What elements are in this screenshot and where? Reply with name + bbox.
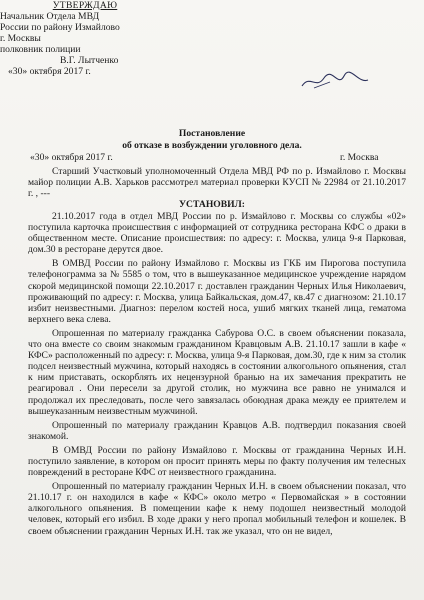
document-city: г. Москва bbox=[340, 152, 379, 163]
approval-line: Начальник Отдела МВД bbox=[0, 11, 100, 22]
intro-text: Старший Участковый уполномоченный Отдела МВД РФ по р. Измайлово г. Москвы майор полиции А.В. Харьков рассмотрел материал проверки КУСП № 22984 от 21.10.2017 г. , --- bbox=[28, 166, 406, 200]
document-title: Постановление bbox=[178, 128, 246, 139]
document-subtitle: об отказе в возбуждении уголовного дела. bbox=[122, 140, 302, 151]
approval-line: полковник полиции bbox=[0, 44, 81, 55]
paragraph: В ОМВД России по району Измайлово г. Москвы от гражданина Черных И.Н. поступило заявление, в котором он просит принять меры по факту получения им телесных повреждений в ресторане КФС от неизвестного гражданина. bbox=[28, 444, 406, 479]
document-date: «30» октября 2017 г. bbox=[30, 152, 113, 163]
paragraph: 21.10.2017 года в отдел МВД России по р. Измайлово г. Москвы со службы «02» поступила карточка происшествия с информацией от сотрудника ресторана КФС о драки в общественном месте. Описание происшествия: по адресу: г. Москва, улица 9-я Парковая, дом.30 в ресторане дерутся двое. bbox=[28, 211, 406, 256]
approval-line: России по району Измайлово bbox=[0, 22, 120, 33]
paragraph: Опрошенная по материалу гражданка Сабурова О.С. в своем объяснении показала, что она вместе со своим знакомым гражданином Кравцовым А.В. 21.10.17 зашли в кафе « КФС» расположенный по адресу: г. Москва, улица 9-я Парковая, дом.30, где к ним за столик подсел неизвестный мужчина, который находясь в состоянии алкогольного опьянения, стал к ним приставать, оскорблять их нецензурной бранью на их замечания прекратить не реагировал . Они пересели за другой столик, но мужчина все равно не унимался и продолжал их преследовать, после чего завязалась обоюдная драка между ее приятелем и вышеуказанным неизвестным мужчиной. bbox=[28, 327, 406, 417]
paragraph: Опрошенный по материалу гражданин Черных И.Н. в своем объяснении показал, что 21.10.17 г. он находился в кафе « КФС» около метро « Первомайская » в состоянии алкогольного опьянения. В помещении кафе к нему подошел неизвестный молодой человек, который его избил. В ходе драки у него пропал мобильный телефон и кошелек. В своем объяснении гражданин Черных И.Н. так же указал, что он не видел, bbox=[28, 481, 406, 537]
paragraph: В ОМВД России по району Измайлово г. Москвы из ГКБ им Пирогова поступила телефонограмма за № 5585 о том, что в вышеуказанное медицинское учреждение нарядом скорой медицинской помощи 22.10.2017 г. доставлен гражданин Черных Илья Николаевич, проживающий по адресу: г. Москва, улица Байкальская, дом.47, кв.47 с диагнозом: 21.10.17 избит неизвестными. Диагноз: перелом костей носа, ушиб мягких тканей лица, гематома верхнего века слева. bbox=[28, 258, 406, 325]
approval-line: г. Москвы bbox=[0, 33, 41, 44]
body-text bbox=[28, 211, 406, 537]
approval-date: «30» октября 2017 г. bbox=[8, 66, 91, 77]
signature-mark bbox=[300, 70, 370, 92]
approval-block bbox=[0, 0, 170, 77]
paragraph: Опрошенный по материалу гражданин Кравцов А.В. подтвердил показания своей знакомой. bbox=[28, 419, 406, 442]
intro-paragraph bbox=[28, 166, 406, 199]
approval-title: УТВЕРЖДАЮ bbox=[52, 0, 118, 11]
section-title: УСТАНОВИЛ: bbox=[179, 199, 245, 210]
approval-line: В.Г. Лытченко bbox=[60, 55, 119, 66]
